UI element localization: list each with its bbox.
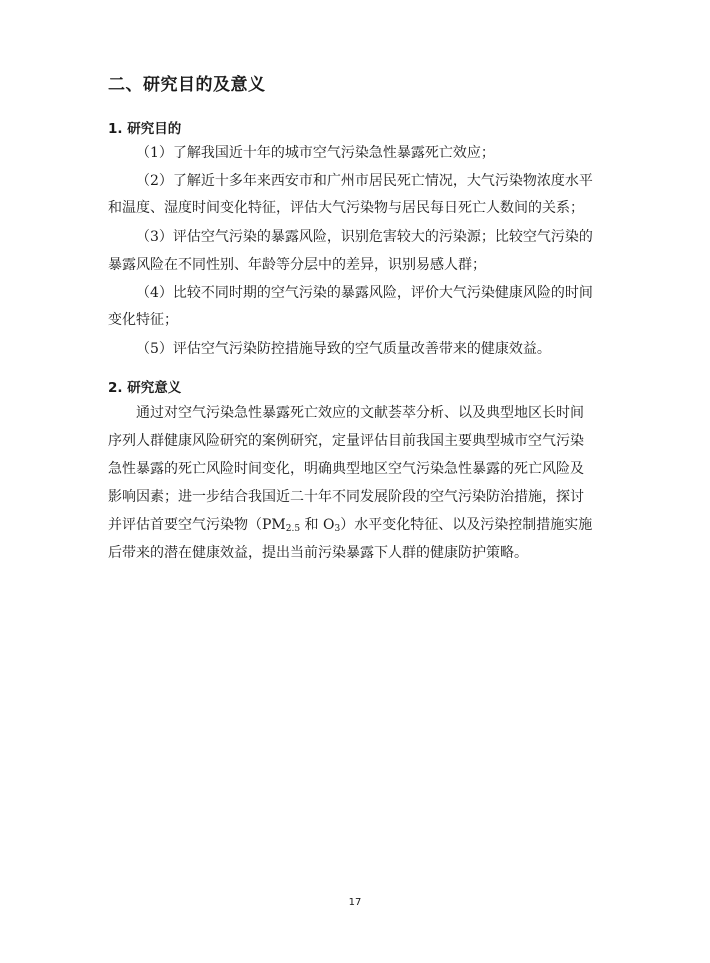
purpose-heading: 1. 研究目的	[108, 121, 182, 137]
significance-line-6: 后带来的潜在健康效益，提出当前污染暴露下人群的健康防护策略。	[108, 545, 528, 561]
purpose-item-5-line-1: （5）评估空气污染防控措施导致的空气质量改善带来的健康效益。	[136, 341, 551, 357]
significance-line-1: 通过对空气污染急性暴露死亡效应的文献荟萃分析、以及典型地区长时间	[136, 405, 584, 421]
purpose-item-2-line-2: 和温度、湿度时间变化特征，评估大气污染物与居民每日死亡人数间的关系；	[108, 200, 584, 216]
significance-line-5-mid: 和 O	[300, 517, 335, 533]
purpose-item-1-line-1: （1）了解我国近十年的城市空气污染急性暴露死亡效应；	[136, 145, 495, 161]
o3-subscript: 3	[334, 524, 341, 534]
purpose-item-3-line-1: （3）评估空气污染的暴露风险，识别危害较大的污染源；比较空气污染的	[136, 229, 593, 245]
significance-line-4: 影响因素；进一步结合我国近二十年不同发展阶段的空气污染防治措施，探讨	[108, 489, 584, 505]
purpose-item-4-line-2: 变化特征；	[108, 312, 178, 328]
purpose-item-4-line-1: （4）比较不同时期的空气污染的暴露风险，评价大气污染健康风险的时间	[136, 285, 593, 301]
purpose-item-3-line-2: 暴露风险在不同性别、年龄等分层中的差异，识别易感人群；	[108, 257, 486, 273]
section-title: 二、研究目的及意义	[108, 75, 266, 95]
purpose-item-2-line-1: （2）了解近十多年来西安市和广州市居民死亡情况，大气污染物浓度水平	[136, 173, 593, 189]
pm-subscript: 2.5	[285, 524, 301, 534]
significance-line-5-pre: 并评估首要空气污染物（PM	[108, 517, 286, 533]
significance-line-2: 序列人群健康风险研究的案例研究，定量评估目前我国主要典型城市空气污染	[108, 433, 584, 449]
significance-line-5-post: ）水平变化特征、以及污染控制措施实施	[340, 517, 593, 533]
significance-heading: 2. 研究意义	[108, 380, 182, 396]
page-number: 17	[348, 897, 362, 908]
significance-line-3: 急性暴露的死亡风险时间变化，明确典型地区空气污染急性暴露的死亡风险及	[108, 461, 584, 477]
significance-line-5	[108, 516, 592, 534]
